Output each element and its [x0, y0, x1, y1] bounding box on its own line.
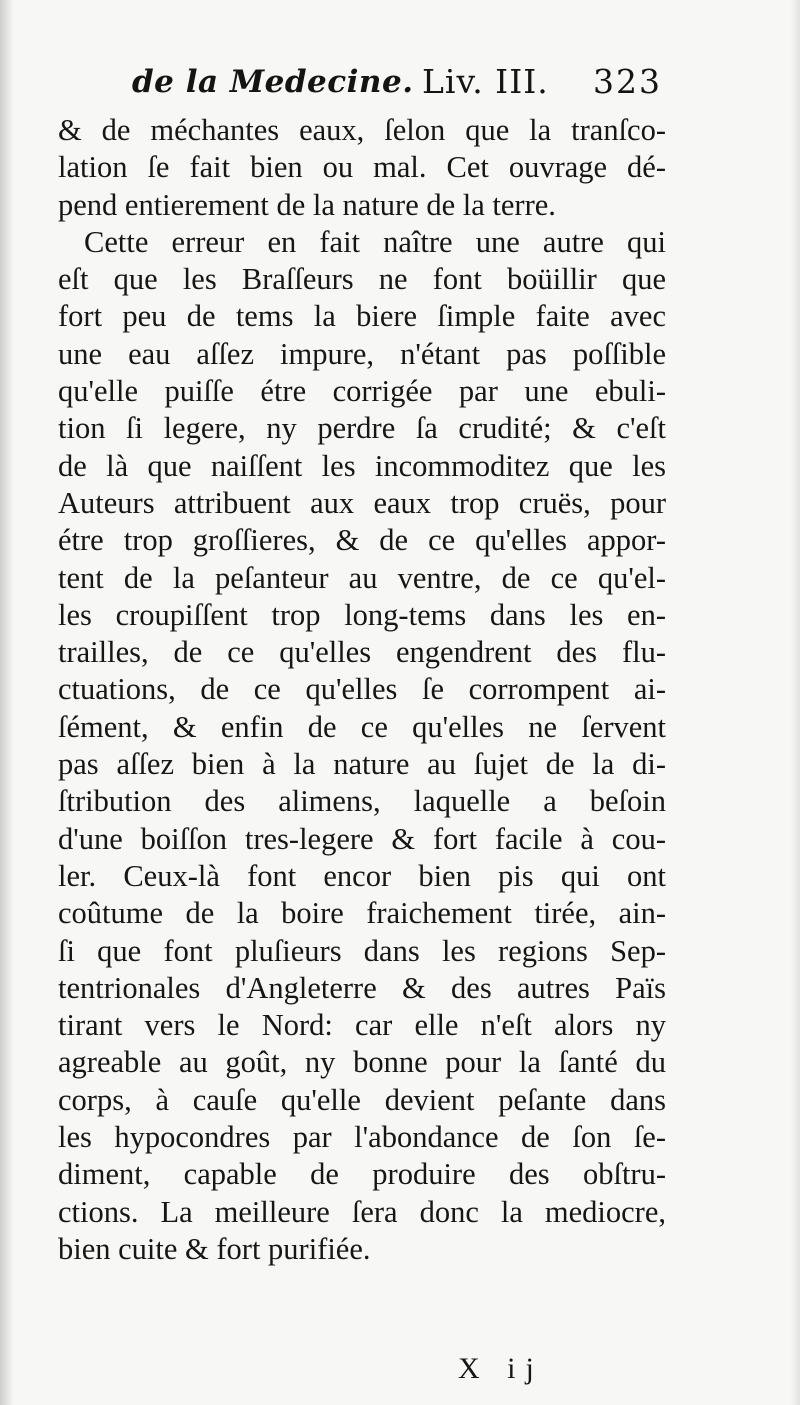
page-number: 323 [593, 62, 662, 101]
text-line: une eau aſſez impure, n'étant pas poſſible [58, 336, 666, 371]
text-line: pas aſſez bien à la nature au ſujet de la di- [58, 747, 666, 782]
text-line: tion ſi legere, ny perdre ſa crudité; & c'eſt [58, 411, 666, 446]
text-line: de là que naiſſent les incommoditez que les [58, 448, 666, 483]
text-line: ſi que font pluſieurs dans les regions Sep- [58, 933, 666, 968]
text-line: ler. Ceux-là font encor bien pis qui ont [58, 858, 666, 893]
text-line: tentrionales d'Angleterre & des autres Païs [58, 970, 666, 1005]
running-head-book: Liv. III. [422, 62, 549, 101]
text-line: ſément, & enfin de ce qu'elles ne ſervent [58, 709, 666, 744]
text-line: qu'elle puiſſe étre corrigée par une ebuli- [58, 374, 666, 409]
text-line: les croupiſſent trop long-tems dans les en- [58, 597, 666, 632]
text-line: ſtribution des alimens, laquelle a beſoin [58, 784, 666, 819]
text-line: tent de la peſanteur au ventre, de ce qu'el- [58, 560, 666, 595]
text-line: trailles, de ce qu'elles engendrent des flu- [58, 635, 666, 670]
text-line: étre trop groſſieres, & de ce qu'elles appor- [58, 523, 666, 558]
signature-mark: X ij [458, 1352, 544, 1385]
text-line: diment, capable de produire des obſtru- [58, 1157, 666, 1192]
text-line: tirant vers le Nord: car elle n'eſt alors ny [58, 1008, 666, 1043]
text-line: pend entierement de la nature de la terre. [58, 187, 556, 222]
text-line: bien cuite & fort purifiée. [58, 1231, 371, 1266]
text-line: corps, à cauſe qu'elle devient peſante dans [58, 1082, 666, 1117]
body-text [58, 112, 666, 1268]
text-line: les hypocondres par l'abondance de ſon ſe- [58, 1120, 666, 1155]
running-head-title: de la Medecine. [132, 64, 414, 100]
text-line: lation ſe fait bien ou mal. Cet ouvrage dé- [58, 150, 666, 185]
text-line: ctuations, de ce qu'elles ſe corrompent ai- [58, 672, 666, 707]
text-line: eſt que les Braſſeurs ne font boüillir que [58, 262, 666, 297]
text-line: fort peu de tems la biere ſimple faite avec [58, 299, 666, 334]
text-line: & de méchantes eaux, ſelon que la tranſco- [58, 113, 666, 147]
running-head [132, 60, 662, 108]
text-line: coûtume de la boire fraichement tirée, ain- [58, 896, 666, 931]
text-line: d'une boiſſon tres-legere & fort facile à cou- [58, 821, 666, 856]
text-line: Auteurs attribuent aux eaux trop cruës, pour [58, 485, 666, 520]
text-line: ctions. La meilleure ſera donc la mediocre, [58, 1194, 666, 1229]
text-line: agreable au goût, ny bonne pour la ſanté du [58, 1045, 666, 1080]
text-line: Cette erreur en fait naître une autre qui [84, 224, 666, 259]
